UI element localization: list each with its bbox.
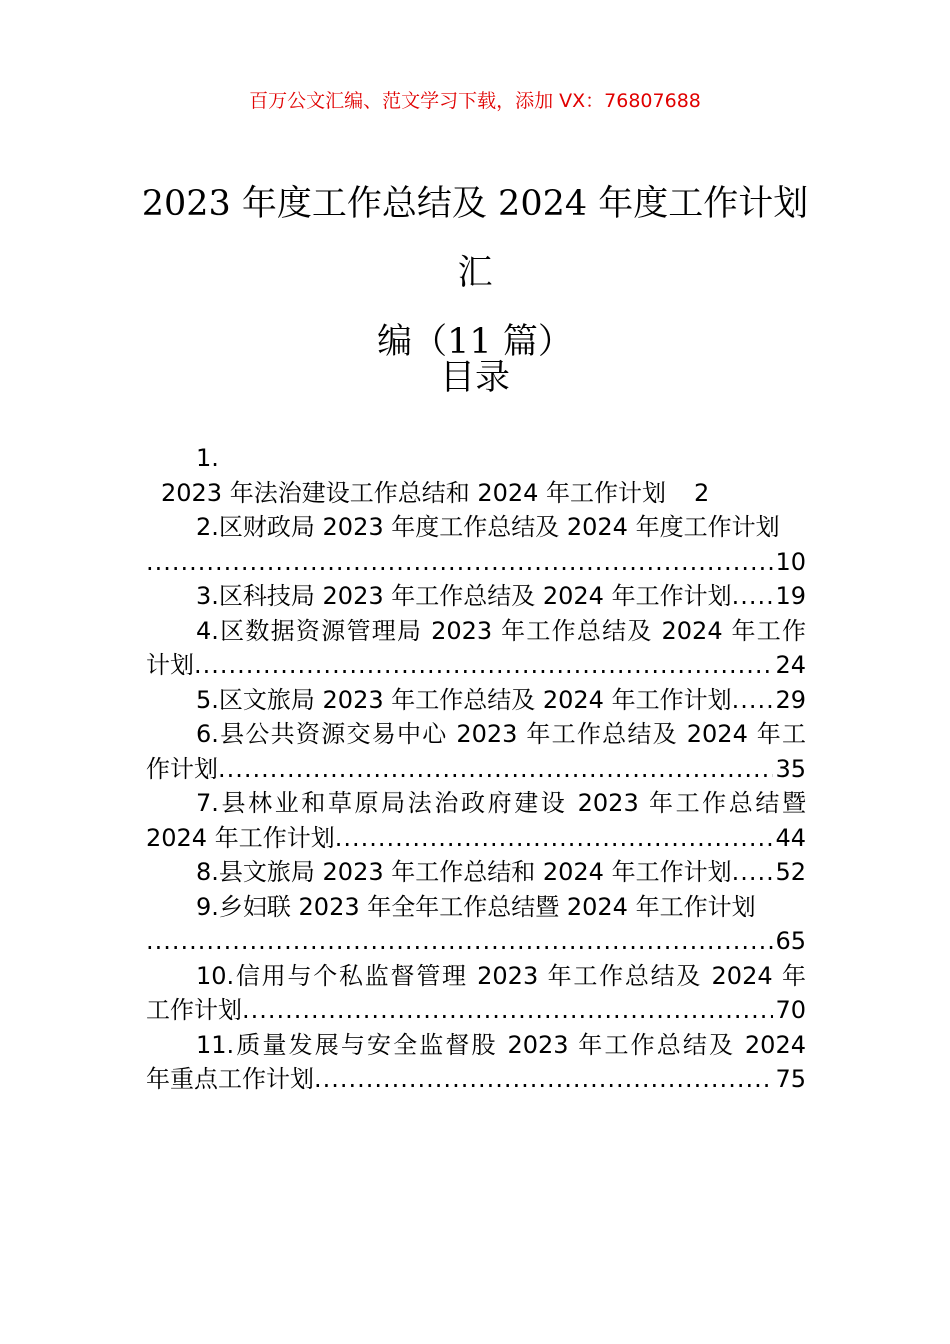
toc-entry-text: 3.区科技局 2023 年工作总结及 2024 年工作计划 bbox=[196, 582, 732, 610]
leader-dots bbox=[146, 924, 773, 959]
toc-page-number: 70 bbox=[775, 996, 806, 1024]
toc-entry-2[interactable]: 2.区财政局 2023 年度工作总结及 2024 年度工作计划 bbox=[196, 513, 780, 541]
toc-entry-9[interactable]: 9.乡妇联 2023 年全年工作总结暨 2024 年工作计划 bbox=[196, 892, 756, 921]
toc-page-number: 10 bbox=[775, 547, 806, 576]
toc-entry-5[interactable] bbox=[146, 683, 806, 718]
toc-entry-4[interactable]: 4.区数据资源管理局 2023 年工作总结及 2024 年工作 bbox=[196, 616, 806, 645]
document-title bbox=[140, 170, 810, 377]
toc-leader-line bbox=[146, 993, 806, 1028]
toc-page-number: 2 bbox=[694, 478, 710, 507]
toc-leader-line bbox=[146, 924, 806, 959]
toc-page-number: 52 bbox=[775, 858, 806, 886]
toc-entry-text: 计划 bbox=[146, 651, 194, 679]
toc-entry-text: 2023 年法治建设工作总结和 2024 年工作计划 bbox=[161, 478, 667, 507]
toc-entry-6[interactable]: 6.县公共资源交易中心 2023 年工作总结及 2024 年工 bbox=[196, 720, 806, 748]
toc-page-number: 65 bbox=[775, 927, 806, 955]
leader-dots bbox=[242, 993, 773, 1028]
toc-leader-line bbox=[146, 1062, 806, 1097]
leader-dots bbox=[335, 821, 774, 856]
toc-entry-1-number: 1. bbox=[196, 444, 219, 472]
toc-entry-text: 工作计划 bbox=[146, 996, 242, 1024]
toc-heading: 目录 bbox=[439, 358, 510, 398]
toc-entry-10[interactable]: 10.信用与个私监督管理 2023 年工作总结及 2024 年 bbox=[196, 961, 806, 990]
leader-dots bbox=[732, 579, 774, 614]
toc-leader-line bbox=[146, 648, 806, 683]
toc-entry-11[interactable]: 11.质量发展与安全监督股 2023 年工作总结及 2024 bbox=[196, 1030, 806, 1059]
leader-dots bbox=[146, 545, 773, 580]
toc-entry-text: 2024 年工作计划 bbox=[146, 823, 335, 852]
toc-entry-text: 5.区文旅局 2023 年工作总结及 2024 年工作计划 bbox=[196, 685, 732, 714]
title-line-1: 2023 年度工作总结及 2024 年度工作计划汇 bbox=[141, 184, 809, 293]
toc-page-number: 19 bbox=[775, 582, 806, 610]
toc-leader-line bbox=[146, 821, 806, 856]
leader-dots bbox=[732, 855, 774, 890]
toc-page-number: 44 bbox=[775, 823, 806, 852]
toc-page-number: 29 bbox=[775, 685, 806, 714]
header-note: 百万公文汇编、范文学习下载，添加 VX：76807688 bbox=[249, 90, 701, 112]
toc-entry-8[interactable] bbox=[146, 855, 806, 890]
toc-entry-3[interactable] bbox=[146, 579, 806, 614]
toc-entry-text: 作计划 bbox=[146, 754, 218, 783]
toc-page-number: 35 bbox=[775, 754, 806, 783]
toc-entry-1[interactable] bbox=[146, 476, 806, 511]
toc-page-number: 24 bbox=[775, 651, 806, 679]
leader-dots bbox=[218, 752, 773, 787]
toc-leader-line bbox=[146, 752, 806, 787]
toc-entry-7[interactable]: 7.县林业和草原局法治政府建设 2023 年工作总结暨 bbox=[196, 789, 806, 817]
title-line-2: 编（11 篇） bbox=[377, 322, 573, 362]
toc-page-number: 75 bbox=[775, 1065, 806, 1093]
toc-entry-text: 8.县文旅局 2023 年工作总结和 2024 年工作计划 bbox=[196, 858, 732, 886]
toc-entry-text: 年重点工作计划 bbox=[146, 1065, 314, 1093]
toc-leader-line bbox=[146, 545, 806, 580]
leader-dots bbox=[194, 648, 773, 683]
leader-dots bbox=[314, 1062, 773, 1097]
leader-dots bbox=[732, 683, 774, 718]
table-of-contents bbox=[146, 441, 806, 1097]
